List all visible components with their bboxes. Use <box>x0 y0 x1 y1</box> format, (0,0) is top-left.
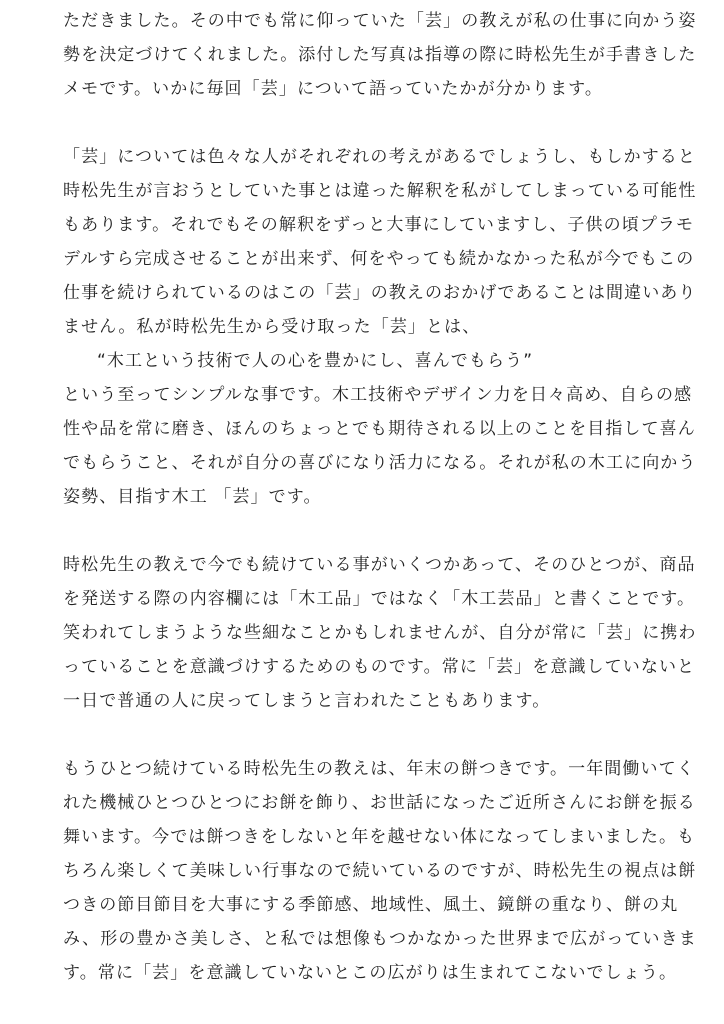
text-line: 仕事を続けられているのはこの「芸」の教えのおかげであることは間違いあり <box>63 283 697 303</box>
text-line: 勢を決定づけてくれました。添付した写真は指導の際に時松先生が手書きした <box>63 45 697 65</box>
text-line: み、形の豊かさ美しさ、と私では想像もつかなかった世界まで広がっていきま <box>63 929 697 949</box>
article-body <box>63 4 697 990</box>
paragraph-2 <box>63 140 697 514</box>
paragraph-gap <box>63 718 663 752</box>
text-line: れた機械ひとつひとつにお餅を飾り、お世話になったご近所さんにお餅を振る <box>63 793 696 813</box>
paragraph-4 <box>63 752 697 990</box>
text-line: を発送する際の内容欄には「木工品」ではなく「木工芸品」と書くことです。 <box>63 589 696 609</box>
text-line: ただきました。その中でも常に仰っていた「芸」の教えが私の仕事に向かう姿 <box>63 11 697 31</box>
text-line: っていることを意識づけするためのものです。常に「芸」を意識していないと <box>63 657 696 677</box>
text-line: という至ってシンプルな事です。木工技術やデザイン力を日々高め、自らの感 <box>63 385 693 405</box>
paragraph-gap <box>63 514 663 548</box>
text-line: 一日で普通の人に戻ってしまうと言われたこともあります。 <box>63 691 551 711</box>
text-line: す。常に「芸」を意識していないとこの広がりは生まれてこないでしょう。 <box>63 963 678 983</box>
text-line: でもらうこと、それが自分の喜びになり活力になる。それが私の木工に向かう <box>63 453 697 473</box>
text-line: 姿勢、目指す木工 「芸」です。 <box>63 487 322 507</box>
paragraph-1 <box>63 4 697 106</box>
text-line: ちろん楽しくて美味しい行事なので続いているのですが、時松先生の視点は餅 <box>63 861 697 881</box>
text-line: 時松先生の教えで今でも続けている事がいくつかあって、そのひとつが、商品 <box>63 555 696 575</box>
text-line: 笑われてしまうような些細なことかもしれませんが、自分が常に「芸」に携わ <box>63 623 697 643</box>
text-line: 舞います。今では餅つきをしないと年を越せない体になってしまいました。も <box>63 827 696 847</box>
text-line: デルすら完成させることが出来ず、何をやっても続かなかった私が今でもこの <box>63 249 695 269</box>
text-line: もうひとつ続けている時松先生の教えは、年末の餅つきです。一年間働いてく <box>63 759 695 779</box>
text-line: ません。私が時松先生から受け取った「芸」とは、 <box>63 317 481 337</box>
text-line: つきの節目節目を大事にする季節感、地域性、風土、鏡餅の重なり、餅の丸 <box>63 895 679 915</box>
quote-line: “木工という技術で人の心を豊かにし、喜んでもらう” <box>97 351 534 371</box>
paragraph-3 <box>63 548 697 718</box>
text-line: もあります。それでもその解釈をずっと大事にしていますし、子供の頃プラモ <box>63 215 695 235</box>
text-line: 時松先生が言おうとしていた事とは違った解釈を私がしてしまっている可能性 <box>63 181 697 201</box>
text-line: 性や品を常に磨き、ほんのちょっとでも期待される以上のことを目指して喜ん <box>63 419 696 439</box>
text-line: 「芸」については色々な人がそれぞれの考えがあるでしょうし、もしかすると <box>63 147 696 167</box>
text-line: メモです。いかに毎回「芸」について語っていたかが分かります。 <box>63 79 603 99</box>
paragraph-gap <box>63 106 663 140</box>
